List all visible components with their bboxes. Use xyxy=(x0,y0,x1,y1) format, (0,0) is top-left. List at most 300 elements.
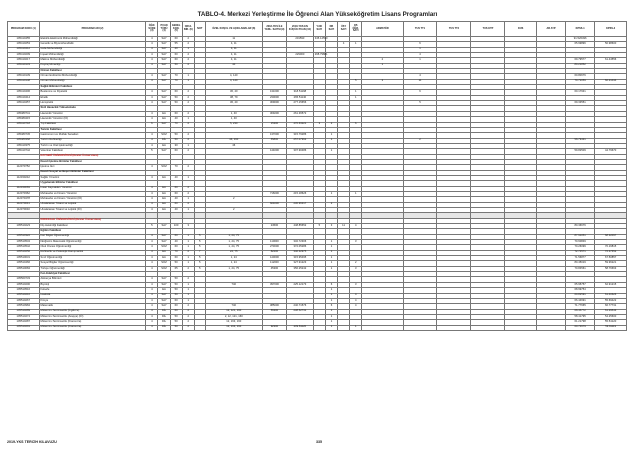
table-cell: 3 xyxy=(325,224,337,229)
table-cell: 1, 40 xyxy=(205,117,262,122)
table-cell: 50 xyxy=(170,293,182,298)
table-cell: 4 xyxy=(146,138,158,143)
table-cell: 70.16815 xyxy=(595,245,627,250)
table-cell xyxy=(536,325,565,330)
table-cell: 59.96221 xyxy=(595,261,627,266)
table-cell xyxy=(505,325,537,330)
table-cell: 105510984 xyxy=(8,304,40,309)
table-cell: 24500 xyxy=(262,224,286,229)
table-cell: 61.40626 xyxy=(595,293,627,298)
table-cell: 2 xyxy=(182,266,194,271)
table-cell: 105410414 xyxy=(8,95,40,100)
table-cell: 105410457 xyxy=(8,101,40,106)
table-cell: 2 xyxy=(182,58,194,63)
page-title: TABLO-4. Merkezi Yerleştirme İle Öğrenci Alan Yükseköğretim Lisans Programları xyxy=(197,11,438,18)
table-cell: 50 xyxy=(170,63,182,68)
table-cell: 277.15656 xyxy=(287,101,314,106)
table-cell: SAY xyxy=(158,95,170,100)
table-cell: 1, 40 xyxy=(205,111,262,116)
table-cell: 4 xyxy=(146,266,158,271)
table-cell: 60 xyxy=(170,186,182,191)
table-cell: 40 xyxy=(170,175,182,180)
table-cell: 87.91051 xyxy=(566,234,595,239)
table-cell: 65.95757 xyxy=(566,282,595,287)
table-cell: 4 xyxy=(146,325,158,330)
table-cell: 112370040 xyxy=(8,208,40,213)
table-cell: 4 xyxy=(146,191,158,196)
table-cell: 59.91119 xyxy=(595,325,627,330)
column-header: DB SAYI xyxy=(325,22,337,37)
table-cell: 1 xyxy=(362,63,403,68)
table-cell: 65.99896 xyxy=(566,42,595,47)
column-header: ARMATÖR xyxy=(362,22,403,37)
table-cell: Diş Hekimliği Fakültesi xyxy=(39,224,146,229)
table-cell: 4 xyxy=(146,90,158,95)
table-cell: Turizm Rehberliği xyxy=(39,138,146,143)
table-cell: İnsan Kaynakları Yönetimi xyxy=(39,186,146,191)
table-cell: 1 xyxy=(182,298,194,303)
table-cell: Okul Öncesi Öğretmenliği xyxy=(39,245,146,250)
table-cell: 60 xyxy=(170,298,182,303)
table-cell: 105480368 xyxy=(8,138,40,143)
table-cell: 58.79431 xyxy=(566,138,595,143)
table-cell: SAY xyxy=(158,53,170,58)
table-cell: 257.07962 xyxy=(287,138,314,143)
table-cell: 2 xyxy=(182,133,194,138)
table-cell: Gastronomi ve Mutfak Sanatları xyxy=(39,133,146,138)
table-cell: İlköğretim Matematik Öğretmenliği xyxy=(39,240,146,245)
table-cell: 50 xyxy=(170,320,182,325)
table-cell: Develi İşletme Birimler Fakültesi xyxy=(39,159,146,164)
table-cell: 36, 40 xyxy=(205,101,262,106)
table-cell: 71.56877 xyxy=(566,256,595,261)
table-cell: SAY xyxy=(158,293,170,298)
column-header: KPSS-2 xyxy=(595,22,627,37)
table-cell: 3 xyxy=(350,240,362,245)
table-cell: 4 xyxy=(146,298,158,303)
table-cell: 2 xyxy=(182,149,194,154)
table-cell: DİL xyxy=(158,325,170,330)
table-cell: 4 xyxy=(146,186,158,191)
table-cell: 230000 xyxy=(262,95,286,100)
table-cell: 4 xyxy=(146,74,158,79)
table-cell: Elektrik-Elektronik Mühendisliği xyxy=(39,37,146,42)
table-cell: 315.95495 xyxy=(287,256,314,261)
table-cell: 100 xyxy=(170,224,182,229)
table-cell: 40 xyxy=(170,197,182,202)
table-cell: 60.80676 xyxy=(566,74,595,79)
table-cell: 4 xyxy=(146,175,158,180)
table-cell: 5, 230 xyxy=(205,122,262,127)
table-cell: 55.69422 xyxy=(595,298,627,303)
table-cell: 4 xyxy=(350,293,362,298)
table-cell: 5 xyxy=(194,266,205,271)
table-cell: 740 xyxy=(205,304,262,309)
table-cell: 1 xyxy=(403,47,437,52)
table-cell: 105410139 xyxy=(8,74,40,79)
table-cell: 1 xyxy=(182,175,194,180)
table-cell: 4 xyxy=(146,63,158,68)
table-cell: SAY xyxy=(158,63,170,68)
table-cell: 105480745 xyxy=(8,133,40,138)
table-cell: SAY xyxy=(158,58,170,63)
table-cell: SÖZ xyxy=(158,133,170,138)
column-header: NOT xyxy=(194,22,205,37)
column-header: TUS KTP xyxy=(471,22,505,37)
table-cell: KIRIKKALE ÜNİVERSİTESİ (Devlet Üniversitesi) xyxy=(39,218,146,223)
table-cell: 4, 11 xyxy=(205,58,262,63)
column-header: ÇB ÖĞR. SAYI xyxy=(350,22,362,37)
table-cell: 5 xyxy=(194,256,205,261)
table-cell: 60 xyxy=(170,234,182,239)
table-cell: 2 xyxy=(205,197,262,202)
table-cell: Sivil Havacılık Yüksekokulu xyxy=(39,106,146,111)
table-cell: 2 xyxy=(403,138,437,143)
table-cell: SÖZ xyxy=(158,165,170,170)
table-cell: 50 xyxy=(170,288,182,293)
table-cell xyxy=(338,325,350,330)
table-cell: 2 xyxy=(182,320,194,325)
table-cell: EA xyxy=(158,191,170,196)
table-cell: 4 xyxy=(146,101,158,106)
table-cell: 4 xyxy=(146,143,158,148)
table-cell: SAY xyxy=(158,234,170,239)
table-cell: 2 xyxy=(182,202,194,207)
table-cell: 105510256 xyxy=(8,250,40,255)
table-cell: 3 xyxy=(350,282,362,287)
table-cell: 307.90486 xyxy=(287,149,314,154)
table-cell: Develi Sosyal ve Beşeri Bilimler Fakültesi xyxy=(39,170,146,175)
table-cell: SAY xyxy=(158,90,170,95)
table-cell: 67.50857 xyxy=(595,256,627,261)
table-cell: 131000 xyxy=(262,90,286,95)
table-cell: 4, 11 xyxy=(205,53,262,58)
table-cell: EA xyxy=(158,256,170,261)
table-cell: 4 xyxy=(146,245,158,250)
table-cell: 60 xyxy=(170,111,182,116)
table-cell: EA xyxy=(158,250,170,255)
table-cell: 1 xyxy=(182,256,194,261)
table-cell: EA xyxy=(158,143,170,148)
table-cell: 4, 11 xyxy=(205,47,262,52)
column-header: PROGRAM ADI (2) xyxy=(39,22,146,37)
table-cell: İşletme İleri xyxy=(39,165,146,170)
table-cell: 448.85652 xyxy=(287,224,314,229)
table-cell: 50 xyxy=(170,138,182,143)
table-cell: 105410253 xyxy=(8,42,40,47)
table-cell: 60 xyxy=(170,309,182,314)
table-cell: 1 xyxy=(350,95,362,100)
table-cell: 71.77665 xyxy=(566,304,595,309)
table-cell: 46 xyxy=(205,143,262,148)
table-cell: 70.84561 xyxy=(566,266,595,271)
table-cell: 604000 xyxy=(262,202,286,207)
table-cell: 5 xyxy=(313,224,325,229)
table-cell: 1 xyxy=(182,282,194,287)
table-cell: 4 xyxy=(146,250,158,255)
table-cell: Aktüerya Bilimleri xyxy=(39,277,146,282)
table-cell: 5 xyxy=(194,240,205,245)
table-cell: SÖZ xyxy=(158,261,170,266)
table-cell: 4 xyxy=(146,320,158,325)
table-cell: 112330069 xyxy=(8,186,40,191)
table-cell: SAY xyxy=(158,298,170,303)
table-cell: EA xyxy=(158,202,170,207)
table-cell: 2 xyxy=(182,314,194,319)
table-cell: 6 xyxy=(325,282,337,287)
table-cell: 1, 24, 75 xyxy=(205,266,262,271)
table-cell: 1 xyxy=(182,143,194,148)
table-cell: EA xyxy=(158,288,170,293)
table-cell: 60 xyxy=(170,202,182,207)
table-cell: 470.63221 xyxy=(287,122,314,127)
table-cell: 105510289 xyxy=(8,309,40,314)
table-cell: 105410148 xyxy=(8,79,40,84)
table-cell: 2 xyxy=(182,53,194,58)
table-cell: 59.82509 xyxy=(566,149,595,154)
table-cell: SAY xyxy=(158,101,170,106)
table-cell: 60.74679 xyxy=(566,325,595,330)
table-cell: 1 xyxy=(325,149,337,154)
table-cell: 1 xyxy=(325,261,337,266)
table-cell: 105510216 xyxy=(8,293,40,298)
table-cell: 105410406 xyxy=(8,90,40,95)
table-cell: 91.526496 xyxy=(566,37,595,42)
table-cell: 4 xyxy=(146,117,158,122)
table-cell: 4 xyxy=(146,240,158,245)
table-cell: 80.45019 xyxy=(566,261,595,266)
table-cell: 4 xyxy=(146,256,158,261)
table-cell: Eğitim Fakültesi xyxy=(39,229,146,234)
table-cell xyxy=(437,325,471,330)
table-cell: Havacılık Yönetimi (İÖ) xyxy=(39,117,146,122)
table-cell: 1 xyxy=(182,79,194,84)
table-cell: 4 xyxy=(146,111,158,116)
column-header: ÖĞR. SÜRE (3) xyxy=(146,22,158,37)
table-cell: Tıp Fakültesi xyxy=(39,122,146,127)
table-cell: Sınıf Öğretmenliği xyxy=(39,256,146,261)
table-cell: SAY xyxy=(158,304,170,309)
table-cell: 80.21852 xyxy=(566,63,595,68)
table-cell: 140000 xyxy=(262,256,286,261)
column-header: ÜSY SAYI xyxy=(338,22,350,37)
table-cell: 4 xyxy=(350,224,362,229)
table-cell: SAY xyxy=(158,240,170,245)
table-cell: 318.51198 xyxy=(287,90,314,95)
table-cell: Türkçe Öğretmenliği xyxy=(39,266,146,271)
footer-guide: 2019-YKS TERCİH KILAVUZU xyxy=(7,440,57,444)
table-cell: 2 xyxy=(182,63,194,68)
table-cell: 6 xyxy=(403,42,437,47)
table-cell: 12, 163, 160 xyxy=(205,320,262,325)
table-cell: Orman Mühendisliği xyxy=(39,79,146,84)
table-cell: 61.44556 xyxy=(595,58,627,63)
table-cell: 1, 24, 75 xyxy=(205,234,262,239)
table-cell: Biyoloji xyxy=(39,282,146,287)
page-number: 335 xyxy=(316,440,322,444)
table-cell: 268.79881 xyxy=(313,53,325,58)
table-cell: 60.82591 xyxy=(566,293,595,298)
column-header: Y.OK SAYI xyxy=(313,22,325,37)
table-cell: Uluslararası Ticaret ve Lojistik (İÖ) xyxy=(39,208,146,213)
table-cell: 4 xyxy=(146,304,158,309)
table-cell: 1 xyxy=(325,309,337,314)
table-cell: 5 xyxy=(146,149,158,154)
table-cell: Mütercim-Tercümanlık (Fransızca) xyxy=(39,320,146,325)
table-cell: 40 xyxy=(170,208,182,213)
table-cell: 36, 40 xyxy=(205,90,262,95)
table-cell: 4 xyxy=(146,234,158,239)
table-cell: 6 xyxy=(146,122,158,127)
table-cell: 11 xyxy=(338,224,350,229)
table-cell: 1 xyxy=(325,240,337,245)
table-cell: 7 xyxy=(194,250,205,255)
table-cell: 50 xyxy=(170,325,182,330)
table-cell: Fen-Edebiyat Fakültesi xyxy=(39,272,146,277)
table-cell: 105510031 xyxy=(8,256,40,261)
table-cell: SAY xyxy=(158,42,170,47)
table-cell: 60 xyxy=(170,304,182,309)
table-cell: 2 xyxy=(182,42,194,47)
table-cell: SAY xyxy=(158,224,170,229)
table-cell: 105510466 xyxy=(8,261,40,266)
table-cell: 1 xyxy=(182,234,194,239)
column-header: DUS xyxy=(505,22,537,37)
table-cell: 397000 xyxy=(262,282,286,287)
table-cell: EA xyxy=(158,175,170,180)
table-cell: 240.71576 xyxy=(287,304,314,309)
table-cell: 112370478 xyxy=(8,197,40,202)
table-cell: 70 xyxy=(170,165,182,170)
table-cell: 105560733 xyxy=(8,277,40,282)
table-cell: 327.91223 xyxy=(287,261,314,266)
table-cell: 5 xyxy=(194,261,205,266)
table-cell: 20 xyxy=(170,47,182,52)
table-cell: Uygulamalı Bilimler Fakültesi xyxy=(39,181,146,186)
table-cell: 50 xyxy=(170,277,182,282)
table-cell: 1 xyxy=(350,42,362,47)
table-cell: DİL xyxy=(158,138,170,143)
table-cell: 40 xyxy=(170,240,182,245)
table-cell: 60 xyxy=(170,90,182,95)
table-cell xyxy=(362,325,403,330)
table-cell: 60 xyxy=(170,149,182,154)
column-header: 2018-YKS EN KÜÇÜK PUAN (10) xyxy=(287,22,314,37)
table-cell: 2 xyxy=(325,202,337,207)
table-cell: 5 xyxy=(403,101,437,106)
table-cell: 2 xyxy=(182,250,194,255)
table-cell: 4, 11 xyxy=(205,42,262,47)
table-cell: 4 xyxy=(146,42,158,47)
table-cell: 144000 xyxy=(262,149,286,154)
table-cell: 60 xyxy=(170,256,182,261)
table-cell: 4 xyxy=(338,42,350,47)
table-cell: 345.14590 xyxy=(313,37,325,42)
table-cell: 110000 xyxy=(262,240,286,245)
table-cell: 50 xyxy=(170,133,182,138)
table-cell: 40 xyxy=(170,117,182,122)
table-cell: 4 xyxy=(146,165,158,170)
table-cell: 50.98600 xyxy=(595,42,627,47)
table-cell: 105510542 xyxy=(8,245,40,250)
table-cell: 58.41795 xyxy=(566,314,595,319)
table-cell: Muhasebe ve Finans Yönetimi (İÖ) xyxy=(39,197,146,202)
table-cell: SÖZ xyxy=(158,245,170,250)
table-cell: 4 xyxy=(146,133,158,138)
table-cell: 1 xyxy=(350,90,362,95)
column-header: ÖZEL KOŞUL VE AÇIKLAMALAR (8) xyxy=(205,22,262,37)
table-cell: 4 xyxy=(146,282,158,287)
table-cell: 112330242 xyxy=(8,175,40,180)
table-cell: 6 xyxy=(325,304,337,309)
table-cell: 1 xyxy=(325,245,337,250)
table-cell: Turizm ve Otel İşletmeciliği xyxy=(39,143,146,148)
table-cell: Peyzaj Mimarlığı xyxy=(39,63,146,68)
table-cell: 55.54120 xyxy=(595,320,627,325)
table-cell: SAY xyxy=(158,79,170,84)
table-cell: Felsefe xyxy=(39,288,146,293)
table-cell: 105410217 xyxy=(8,58,40,63)
table-cell: 6 xyxy=(350,122,362,127)
table-cell: 1 xyxy=(182,293,194,298)
table-cell: 1 xyxy=(325,250,337,255)
table-cell: EA xyxy=(158,111,170,116)
table-cell: 4 xyxy=(146,79,158,84)
table-cell: 4 xyxy=(146,37,158,42)
table-cell: 2 xyxy=(182,101,194,106)
table-cell: 2 xyxy=(182,191,194,196)
table-cell: 60.17931 xyxy=(566,90,595,95)
table-cell: 2 xyxy=(362,58,403,63)
table-row xyxy=(8,325,627,330)
table-cell: 24, 75 xyxy=(205,250,262,255)
table-cell: 105510322 xyxy=(8,234,40,239)
table-cell: 1 xyxy=(182,117,194,122)
table-cell: Turizm Fakültesi xyxy=(39,127,146,132)
table-cell: 5 xyxy=(194,245,205,250)
table-cell: 1, 24 xyxy=(205,256,262,261)
table-cell: 105480741 xyxy=(8,111,40,116)
table-cell: 66.44691 xyxy=(566,298,595,303)
table-cell: 273000 xyxy=(262,245,286,250)
table-cell: SAY xyxy=(158,282,170,287)
column-header: AB AYP xyxy=(536,22,565,37)
table-cell: Uluslararası Ticaret ve Lojistik xyxy=(39,202,146,207)
column-header: 2018-YKS İLE YERL. SAYISI (9) xyxy=(262,22,286,37)
table-cell: 12, 163, 160 xyxy=(205,325,262,330)
table-cell: 309000 xyxy=(262,101,286,106)
table-cell: 1 xyxy=(182,208,194,213)
table-cell: 105410375 xyxy=(8,143,40,148)
table-cell: 3 xyxy=(362,79,403,84)
table-cell: 70 xyxy=(170,79,182,84)
table-cell: 55 xyxy=(170,42,182,47)
table-cell xyxy=(403,325,437,330)
table-cell: 61.21798 xyxy=(566,320,595,325)
table-cell: 62.91215 xyxy=(595,282,627,287)
table-cell: 340.32975 xyxy=(287,250,314,255)
table-cell: 225.12173 xyxy=(287,282,314,287)
table-cell: 4 xyxy=(403,53,437,58)
table-cell: 4 xyxy=(146,288,158,293)
table-cell: 2, 12, 121, 160 xyxy=(205,314,262,319)
table-cell: 4 xyxy=(146,277,158,282)
table-cell: 50 xyxy=(170,314,182,319)
table-cell: 60 xyxy=(170,245,182,250)
table-cell: 385000 xyxy=(262,304,286,309)
table-cell: 69.79577 xyxy=(566,58,595,63)
table-cell: 1 xyxy=(325,256,337,261)
